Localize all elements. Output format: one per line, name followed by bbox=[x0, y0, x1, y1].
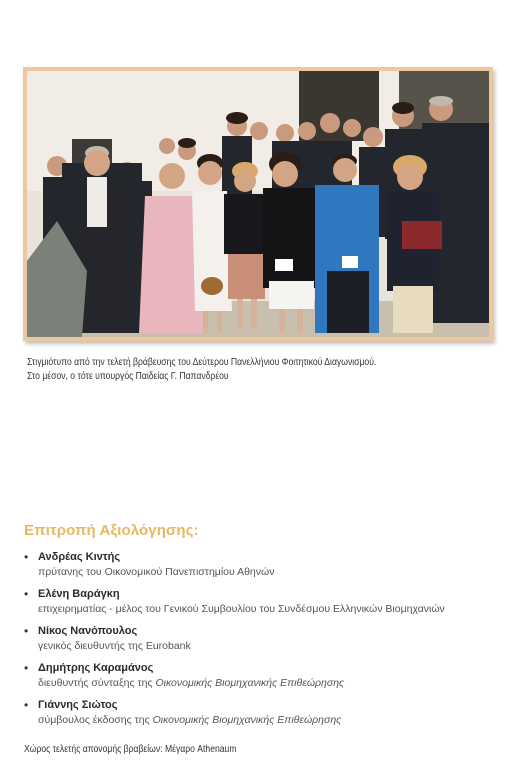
bullet-icon: • bbox=[24, 698, 29, 712]
committee-member bbox=[24, 550, 445, 583]
bullet-icon: • bbox=[24, 550, 29, 564]
member-name: Γιάννης Σιώτος bbox=[38, 699, 118, 711]
member-name: Ανδρέας Κιντής bbox=[38, 551, 121, 563]
bullet-icon: • bbox=[24, 624, 29, 638]
committee-member-list bbox=[24, 550, 445, 735]
committee-member bbox=[24, 698, 445, 731]
caption-line-1: Στιγμιότυπο από την τελετή βράβευσης του Δεύτερου Πανελλήνιου Φοιτητικού Διαγωνισμού. bbox=[27, 357, 377, 368]
committee-member bbox=[24, 624, 445, 657]
photo-caption bbox=[27, 356, 431, 384]
ceremony-photo-image bbox=[27, 71, 489, 337]
member-role: πρύτανης του Οικονομικού Πανεπιστημίου Αθηνών bbox=[38, 566, 275, 578]
venue-note: Χώρος τελετής απονομής βραβείων: Μέγαρο Athenaum bbox=[24, 744, 237, 755]
caption-line-2: Στο μέσον, ο τότε υπουργός Παιδείας Γ. Παπανδρέου bbox=[27, 371, 229, 382]
member-name: Ελένη Βαράγκη bbox=[38, 588, 120, 600]
ceremony-photo bbox=[23, 67, 493, 341]
committee-member bbox=[24, 587, 445, 620]
member-role: διευθυντής σύνταξης της Οικονομικής Βιομηχανικής Επιθεώρησης bbox=[38, 677, 345, 689]
member-role: σύμβουλος έκδοσης της Οικονομικής Βιομηχανικής Επιθεώρησης bbox=[38, 714, 342, 726]
bullet-icon: • bbox=[24, 661, 29, 675]
committee-member bbox=[24, 661, 445, 694]
member-role: γενικός διευθυντής της Eurobank bbox=[38, 640, 191, 652]
bullet-icon: • bbox=[24, 587, 29, 601]
member-name: Νίκος Νανόπουλος bbox=[38, 625, 138, 637]
member-name: Δημήτρης Καραμάνος bbox=[38, 662, 154, 674]
committee-title: Επιτροπή Αξιολόγησης: bbox=[24, 522, 199, 539]
member-role: επιχειρηματίας - μέλος του Γενικού Συμβουλίου του Συνδέσμου Ελληνικών Βιομηχανιών bbox=[38, 603, 445, 615]
